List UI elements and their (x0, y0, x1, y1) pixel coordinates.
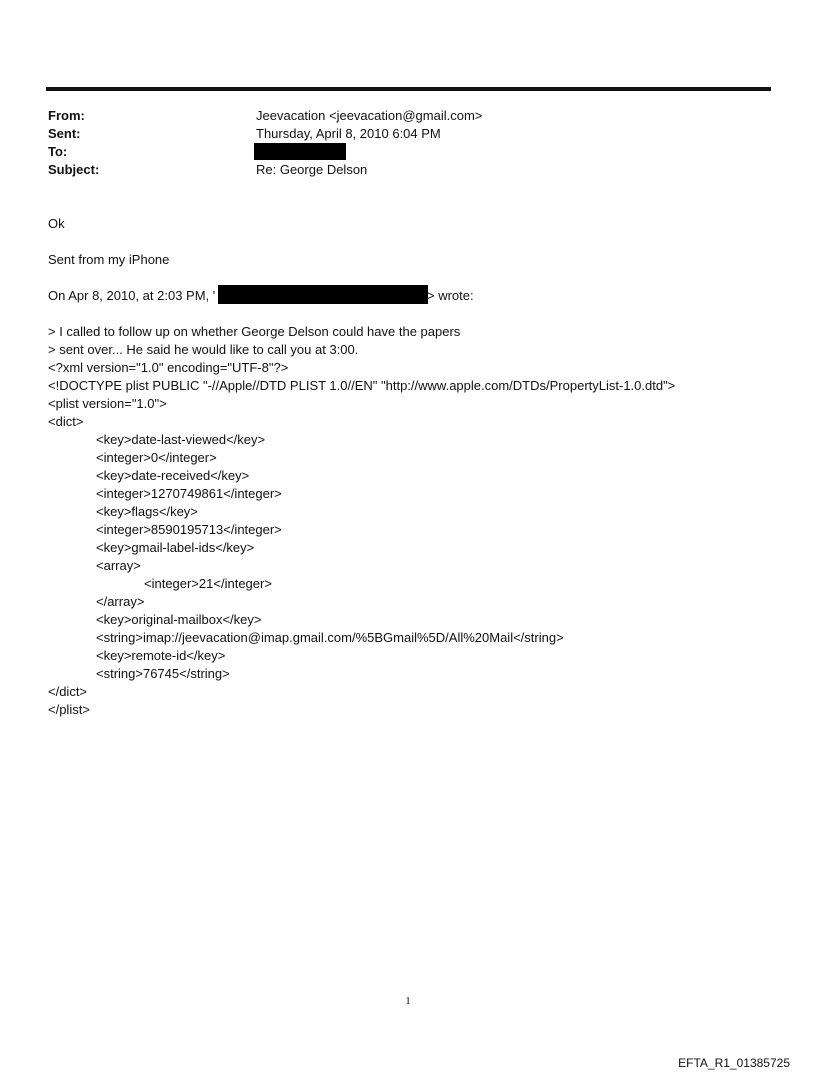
from-value: Jeevacation <jeevacation@gmail.com> (256, 108, 483, 123)
reply-text: Ok (48, 216, 65, 231)
to-label: To: (48, 144, 68, 159)
plist-line: <key>gmail-label-ids</key> (96, 540, 255, 555)
plist-line: <integer>0</integer> (96, 450, 217, 465)
signature-text: Sent from my iPhone (48, 252, 170, 267)
plist-line: <integer>21</integer> (144, 576, 272, 591)
plist-line: <dict> (48, 414, 84, 429)
subject-label: Subject: (48, 162, 100, 177)
plist-line: </array> (96, 594, 145, 609)
plist-block (48, 377, 675, 719)
quote-line-2: > sent over... He said he would like to call you at 3:00. (48, 342, 359, 357)
quote-intro-suffix: > wrote: (427, 288, 474, 303)
plist-line: <?xml version="1.0" encoding="UTF-8"?> (48, 360, 289, 375)
plist-line: <!DOCTYPE plist PUBLIC "-//Apple//DTD PLIST 1.0//EN" "http://www.apple.com/DTDs/PropertyList-1.0.dtd"> (48, 378, 676, 393)
plist-line: <key>date-last-viewed</key> (96, 432, 266, 447)
sent-label: Sent: (48, 126, 81, 141)
bates-number: EFTA_R1_01385725 (678, 1056, 790, 1070)
from-label: From: (48, 108, 85, 123)
sender-redaction (218, 285, 428, 304)
to-redaction (254, 143, 346, 160)
plist-line: </dict> (48, 684, 88, 699)
plist-line: <string>76745</string> (96, 666, 230, 681)
plist-line: <string>imap://jeevacation@imap.gmail.com/%5BGmail%5D/All%20Mail</string> (96, 630, 564, 645)
sent-value: Thursday, April 8, 2010 6:04 PM (256, 126, 441, 141)
header-rule (46, 87, 771, 91)
plist-line: <array> (96, 558, 141, 573)
plist-line: </plist> (48, 702, 90, 717)
quote-intro-prefix: On Apr 8, 2010, at 2:03 PM, ' (48, 288, 216, 303)
plist-line: <integer>1270749861</integer> (96, 486, 282, 501)
plist-line: <key>original-mailbox</key> (96, 612, 262, 627)
plist-line: <key>remote-id</key> (96, 648, 226, 663)
plist-line: <integer>8590195713</integer> (96, 522, 282, 537)
plist-line: <key>flags</key> (96, 504, 198, 519)
plist-line: <key>date-received</key> (96, 468, 250, 483)
plist-line: <plist version="1.0"> (48, 396, 167, 411)
page-number: 1 (405, 995, 411, 1007)
subject-value: Re: George Delson (256, 162, 368, 177)
quote-line-1: > I called to follow up on whether George Delson could have the papers (48, 324, 461, 339)
